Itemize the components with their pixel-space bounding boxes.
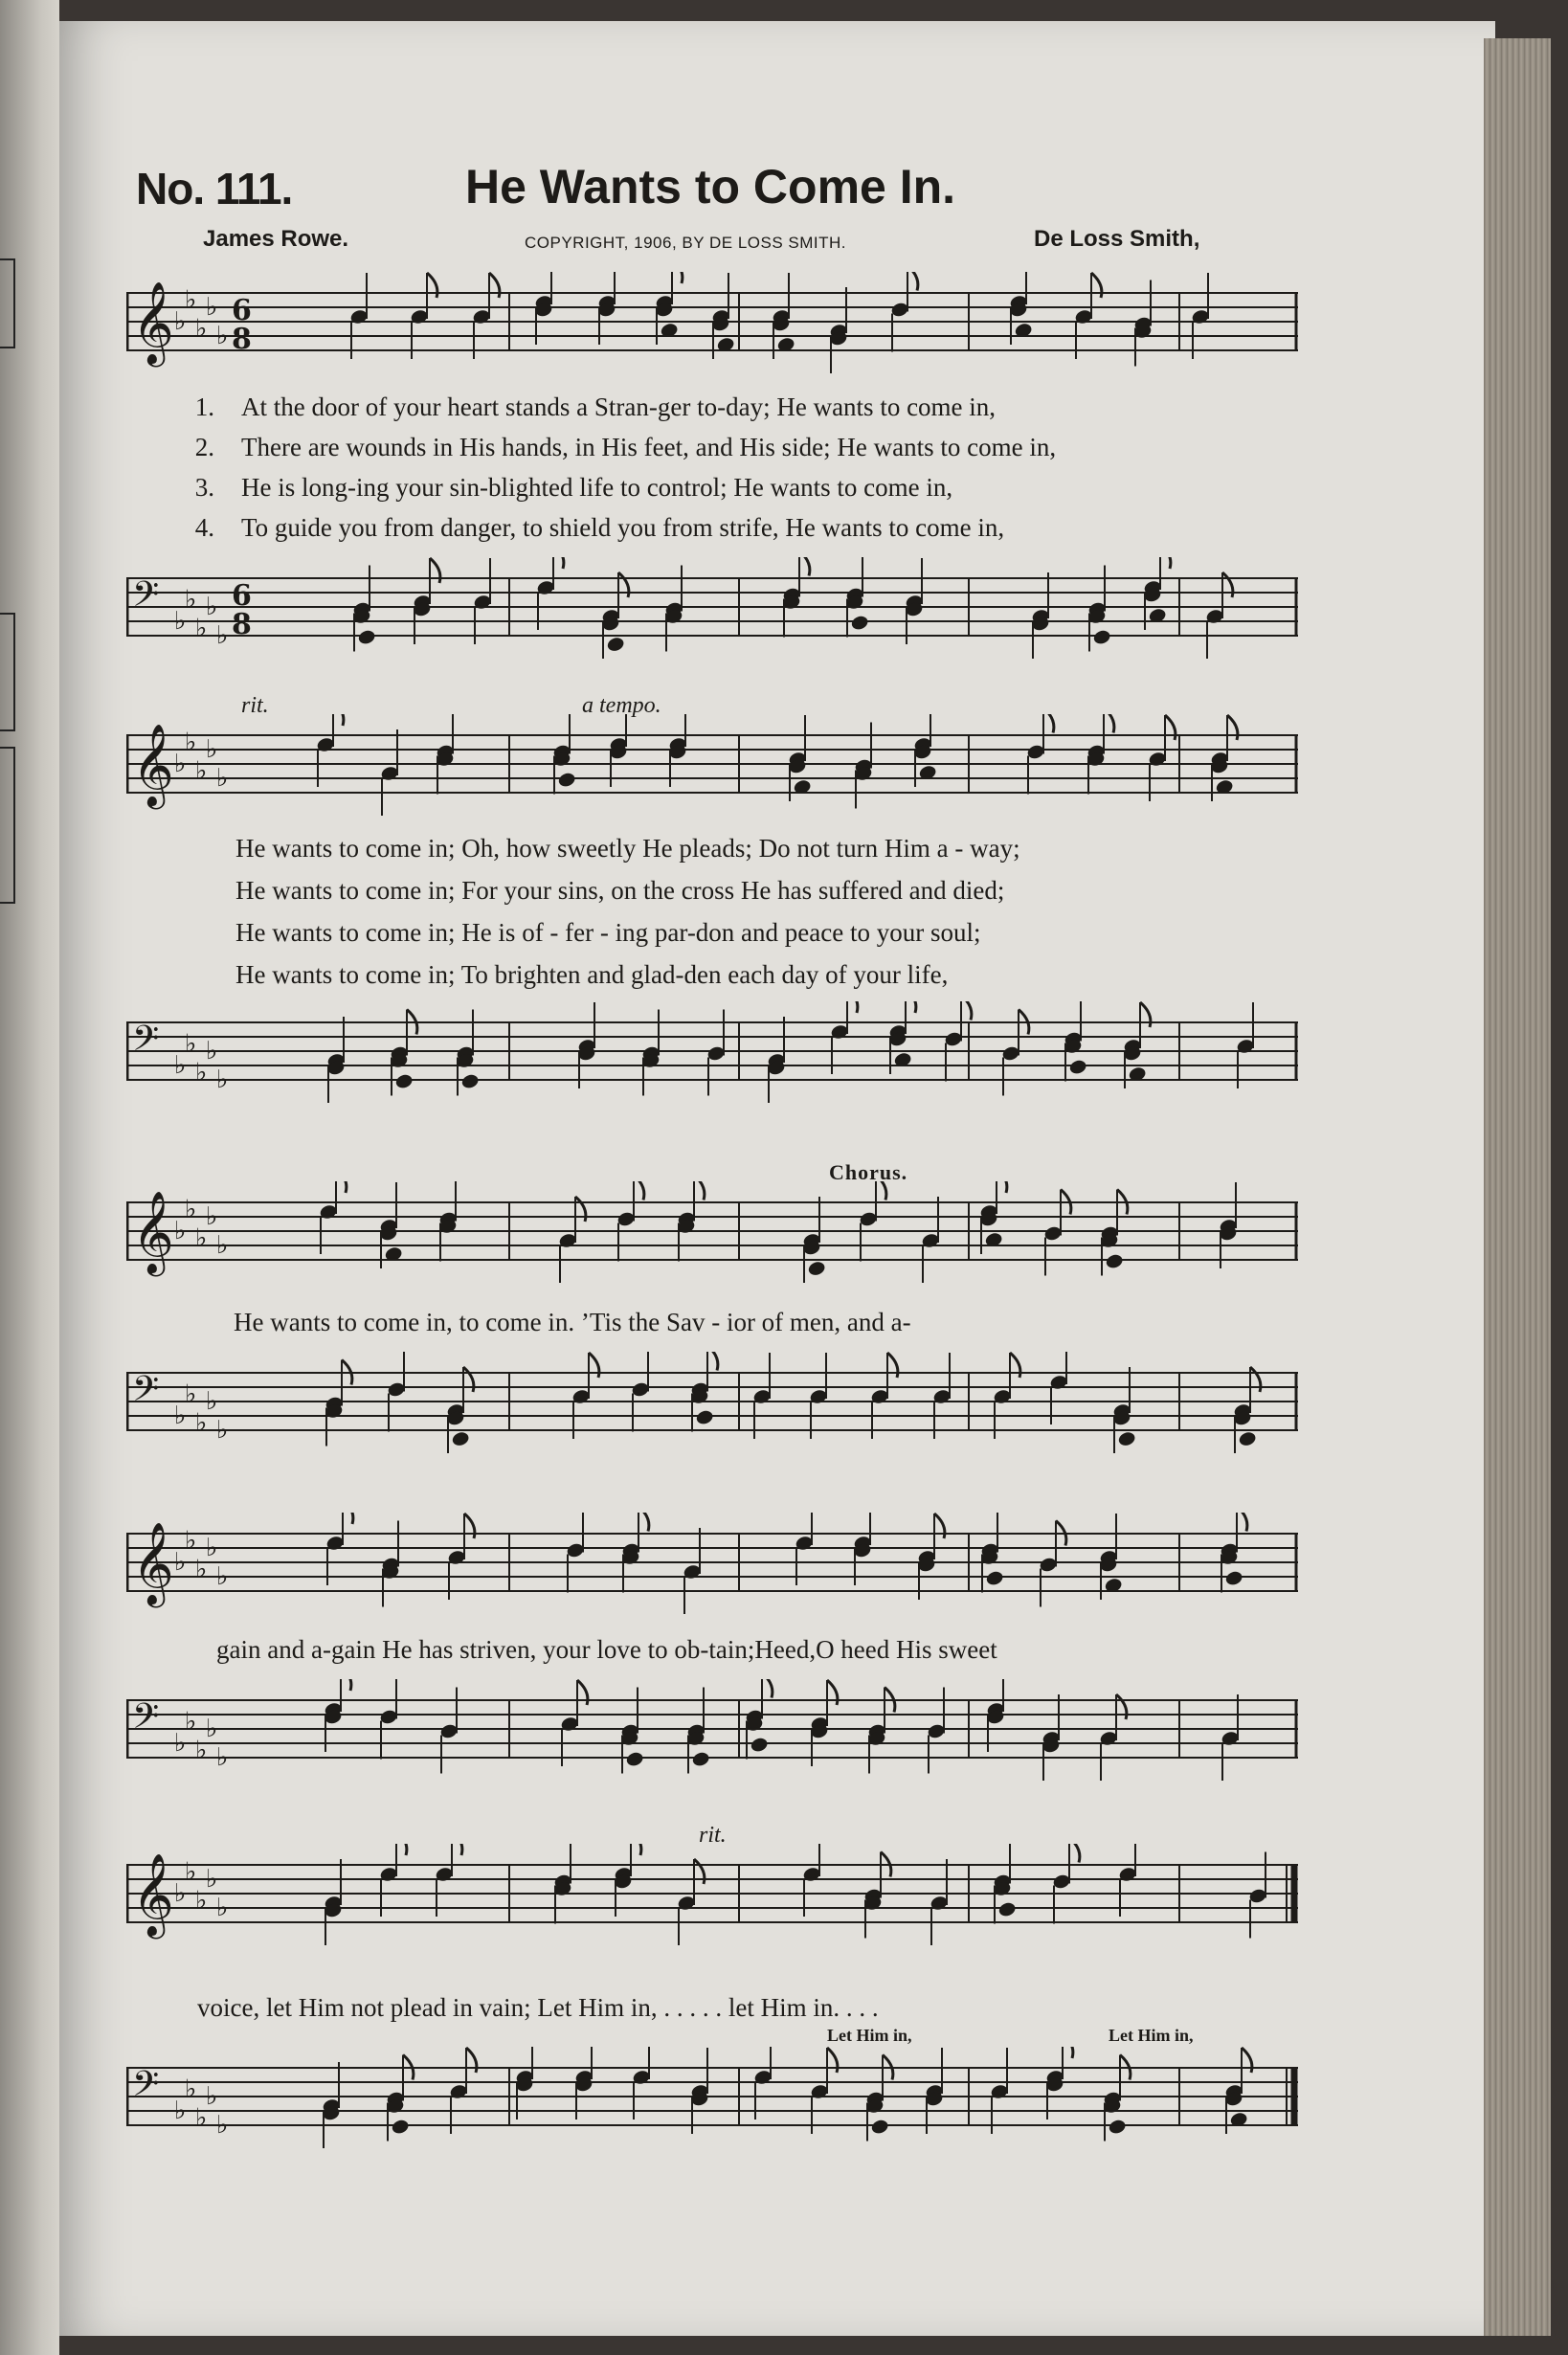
- treble-clef-icon: 𝄞: [132, 1191, 174, 1273]
- flat-icon: ♭: [174, 1879, 187, 1908]
- flat-icon: ♭: [206, 1534, 218, 1562]
- flat-icon: ♭: [174, 2097, 187, 2125]
- staff-lines: [126, 735, 1298, 793]
- flat-icon: ♭: [195, 756, 208, 786]
- copyright-notice: COPYRIGHT, 1906, BY DE LOSS SMITH.: [525, 234, 847, 252]
- flat-icon: ♭: [206, 1202, 218, 1231]
- verse-text: At the door of your heart stands a Stran-ger to-day; He wants to come in,: [241, 392, 997, 421]
- flat-icon: ♭: [174, 307, 187, 336]
- flat-icon: ♭: [206, 1387, 218, 1416]
- ritardando-marking: rit.: [241, 693, 269, 718]
- flat-icon: ♭: [174, 1051, 187, 1080]
- flat-icon: ♭: [174, 607, 187, 636]
- flat-icon: ♭: [174, 750, 187, 778]
- hymn-author: James Rowe.: [203, 226, 349, 252]
- bass-clef-icon: 𝄢: [132, 2064, 160, 2113]
- verse-line: [172, 427, 1302, 467]
- left-page-staff-fragment: [0, 747, 15, 904]
- treble-staff-system-4: [126, 1513, 1298, 1627]
- flat-icon: ♭: [185, 2075, 197, 2104]
- flat-icon: ♭: [206, 735, 218, 764]
- treble-staff-system-2: [126, 714, 1298, 829]
- verse-lyrics-block-1: [172, 387, 1302, 548]
- verse-line: [172, 467, 1302, 507]
- verse-line: He wants to come in; To brighten and glad-den each day of your life,: [235, 959, 949, 989]
- flat-icon: ♭: [185, 1707, 197, 1737]
- flat-icon: ♭: [206, 1715, 218, 1743]
- treble-clef-icon: 𝄞: [132, 724, 174, 806]
- flat-icon: ♭: [195, 614, 208, 643]
- flat-icon: ♭: [195, 2103, 208, 2133]
- verse-text: To guide you from danger, to shield you from strife, He wants to come in,: [241, 512, 1005, 542]
- bass-clef-icon: 𝄢: [132, 1696, 160, 1745]
- flat-icon: ♭: [185, 1195, 197, 1224]
- verse-number: 2.: [194, 432, 214, 461]
- time-signature: 8: [232, 323, 252, 356]
- flat-icon: ♭: [206, 1037, 218, 1065]
- bass-staff-system-4: [126, 1679, 1298, 1794]
- bass-clef-icon: 𝄢: [132, 574, 160, 623]
- chorus-lyric-line-1: He wants to come in, to come in. ’Tis the Sav - ior of men, and a-: [234, 1308, 911, 1336]
- echo-lyric: Let Him in,: [1109, 2026, 1194, 2045]
- verse-line: [172, 387, 1302, 427]
- verse-number: 4.: [194, 512, 214, 542]
- book-page-edges: [1484, 38, 1551, 2336]
- note-chords: [352, 557, 1233, 659]
- verse-text: He is long-ing your sin-blighted life to control; He wants to come in,: [241, 472, 953, 502]
- flat-icon: ♭: [216, 1743, 229, 1772]
- flat-icon: ♭: [174, 1402, 187, 1430]
- flat-icon: ♭: [195, 1736, 208, 1765]
- bass-clef-icon: 𝄢: [132, 1369, 160, 1418]
- hymn-title: He Wants to Come In.: [465, 160, 956, 213]
- bass-staff-system-5: [126, 2047, 1298, 2162]
- treble-clef-icon: 𝄞: [132, 281, 174, 364]
- ritardando-marking: rit.: [699, 1823, 727, 1848]
- treble-staff-system-5: [126, 1844, 1298, 1959]
- treble-staff-system-3: [126, 1181, 1298, 1296]
- flat-icon: ♭: [185, 285, 197, 315]
- chorus-label: Chorus.: [829, 1160, 908, 1184]
- flat-icon: ♭: [206, 593, 218, 621]
- hymn-number: No. 111.: [136, 164, 293, 213]
- staff-lines: [126, 1700, 1298, 1758]
- bass-staff-system-3: [126, 1352, 1298, 1467]
- flat-icon: ♭: [185, 1379, 197, 1409]
- verse-number: 3.: [194, 472, 214, 502]
- bass-staff-system-2: [126, 1001, 1298, 1116]
- verse-line: He wants to come in; He is of - fer - ing par-don and peace to your soul;: [235, 917, 981, 947]
- flat-icon: ♭: [195, 1223, 208, 1253]
- flat-icon: ♭: [174, 1217, 187, 1245]
- flat-icon: ♭: [216, 1231, 229, 1260]
- chorus-lyric-line-3: voice, let Him not plead in vain; Let Him in, . . . . . let Him in. . . .: [197, 1993, 879, 2022]
- verse-line: He wants to come in; Oh, how sweetly He pleads; Do not turn Him a - way;: [235, 833, 1020, 863]
- time-signature: 6: [232, 579, 252, 613]
- flat-icon: ♭: [206, 2082, 218, 2111]
- staff-lines: [126, 1534, 1298, 1591]
- a-tempo-marking: a tempo.: [582, 693, 661, 718]
- flat-icon: ♭: [195, 1058, 208, 1088]
- flat-icon: ♭: [216, 1562, 229, 1591]
- flat-icon: ♭: [216, 1416, 229, 1445]
- staff-lines: [126, 2068, 1298, 2125]
- bass-staff-system-1: [126, 557, 1298, 672]
- flat-icon: ♭: [216, 1894, 229, 1922]
- left-page-staff-fragment: [0, 613, 15, 731]
- verse-number: 1.: [194, 392, 214, 421]
- staff-lines: [126, 578, 1298, 636]
- flat-icon: ♭: [185, 1029, 197, 1059]
- treble-clef-icon: 𝄞: [132, 1853, 174, 1936]
- verse-text: There are wounds in His hands, in His feet, and His side; He wants to come in,: [241, 432, 1057, 461]
- flat-icon: ♭: [195, 314, 208, 344]
- chorus-lyric-line-2: gain and a-gain He has striven, your love to ob-tain;Heed,O heed His sweet: [216, 1635, 997, 1664]
- time-signature: 8: [232, 608, 252, 641]
- bass-clef-icon: 𝄢: [132, 1019, 160, 1067]
- note-chords: [349, 272, 1210, 373]
- flat-icon: ♭: [185, 728, 197, 757]
- left-page-edge: [0, 0, 59, 2355]
- flat-icon: ♭: [206, 1865, 218, 1894]
- staff-lines: [126, 1202, 1298, 1260]
- flat-icon: ♭: [195, 1886, 208, 1916]
- time-signature: 6: [232, 294, 252, 327]
- flat-icon: ♭: [174, 1548, 187, 1577]
- flat-icon: ♭: [216, 764, 229, 793]
- verse-line: He wants to come in; For your sins, on the cross He has suffered and died;: [235, 875, 1005, 905]
- flat-icon: ♭: [206, 293, 218, 322]
- flat-icon: ♭: [174, 1729, 187, 1758]
- flat-icon: ♭: [185, 1857, 197, 1887]
- verse-lyrics-block-2: [235, 827, 1298, 996]
- echo-lyric: Let Him in,: [827, 2026, 912, 2045]
- flat-icon: ♭: [216, 1065, 229, 1094]
- flat-icon: ♭: [195, 1408, 208, 1438]
- flat-icon: ♭: [216, 322, 229, 350]
- flat-icon: ♭: [185, 585, 197, 615]
- treble-clef-icon: 𝄞: [132, 1522, 174, 1604]
- left-page-staff-fragment: [0, 258, 15, 348]
- hymn-composer: De Loss Smith,: [1034, 226, 1200, 252]
- flat-icon: ♭: [216, 2111, 229, 2140]
- verse-line: [172, 507, 1302, 548]
- flat-icon: ♭: [185, 1526, 197, 1556]
- flat-icon: ♭: [195, 1555, 208, 1584]
- flat-icon: ♭: [216, 621, 229, 650]
- treble-staff-system-1: [126, 272, 1298, 387]
